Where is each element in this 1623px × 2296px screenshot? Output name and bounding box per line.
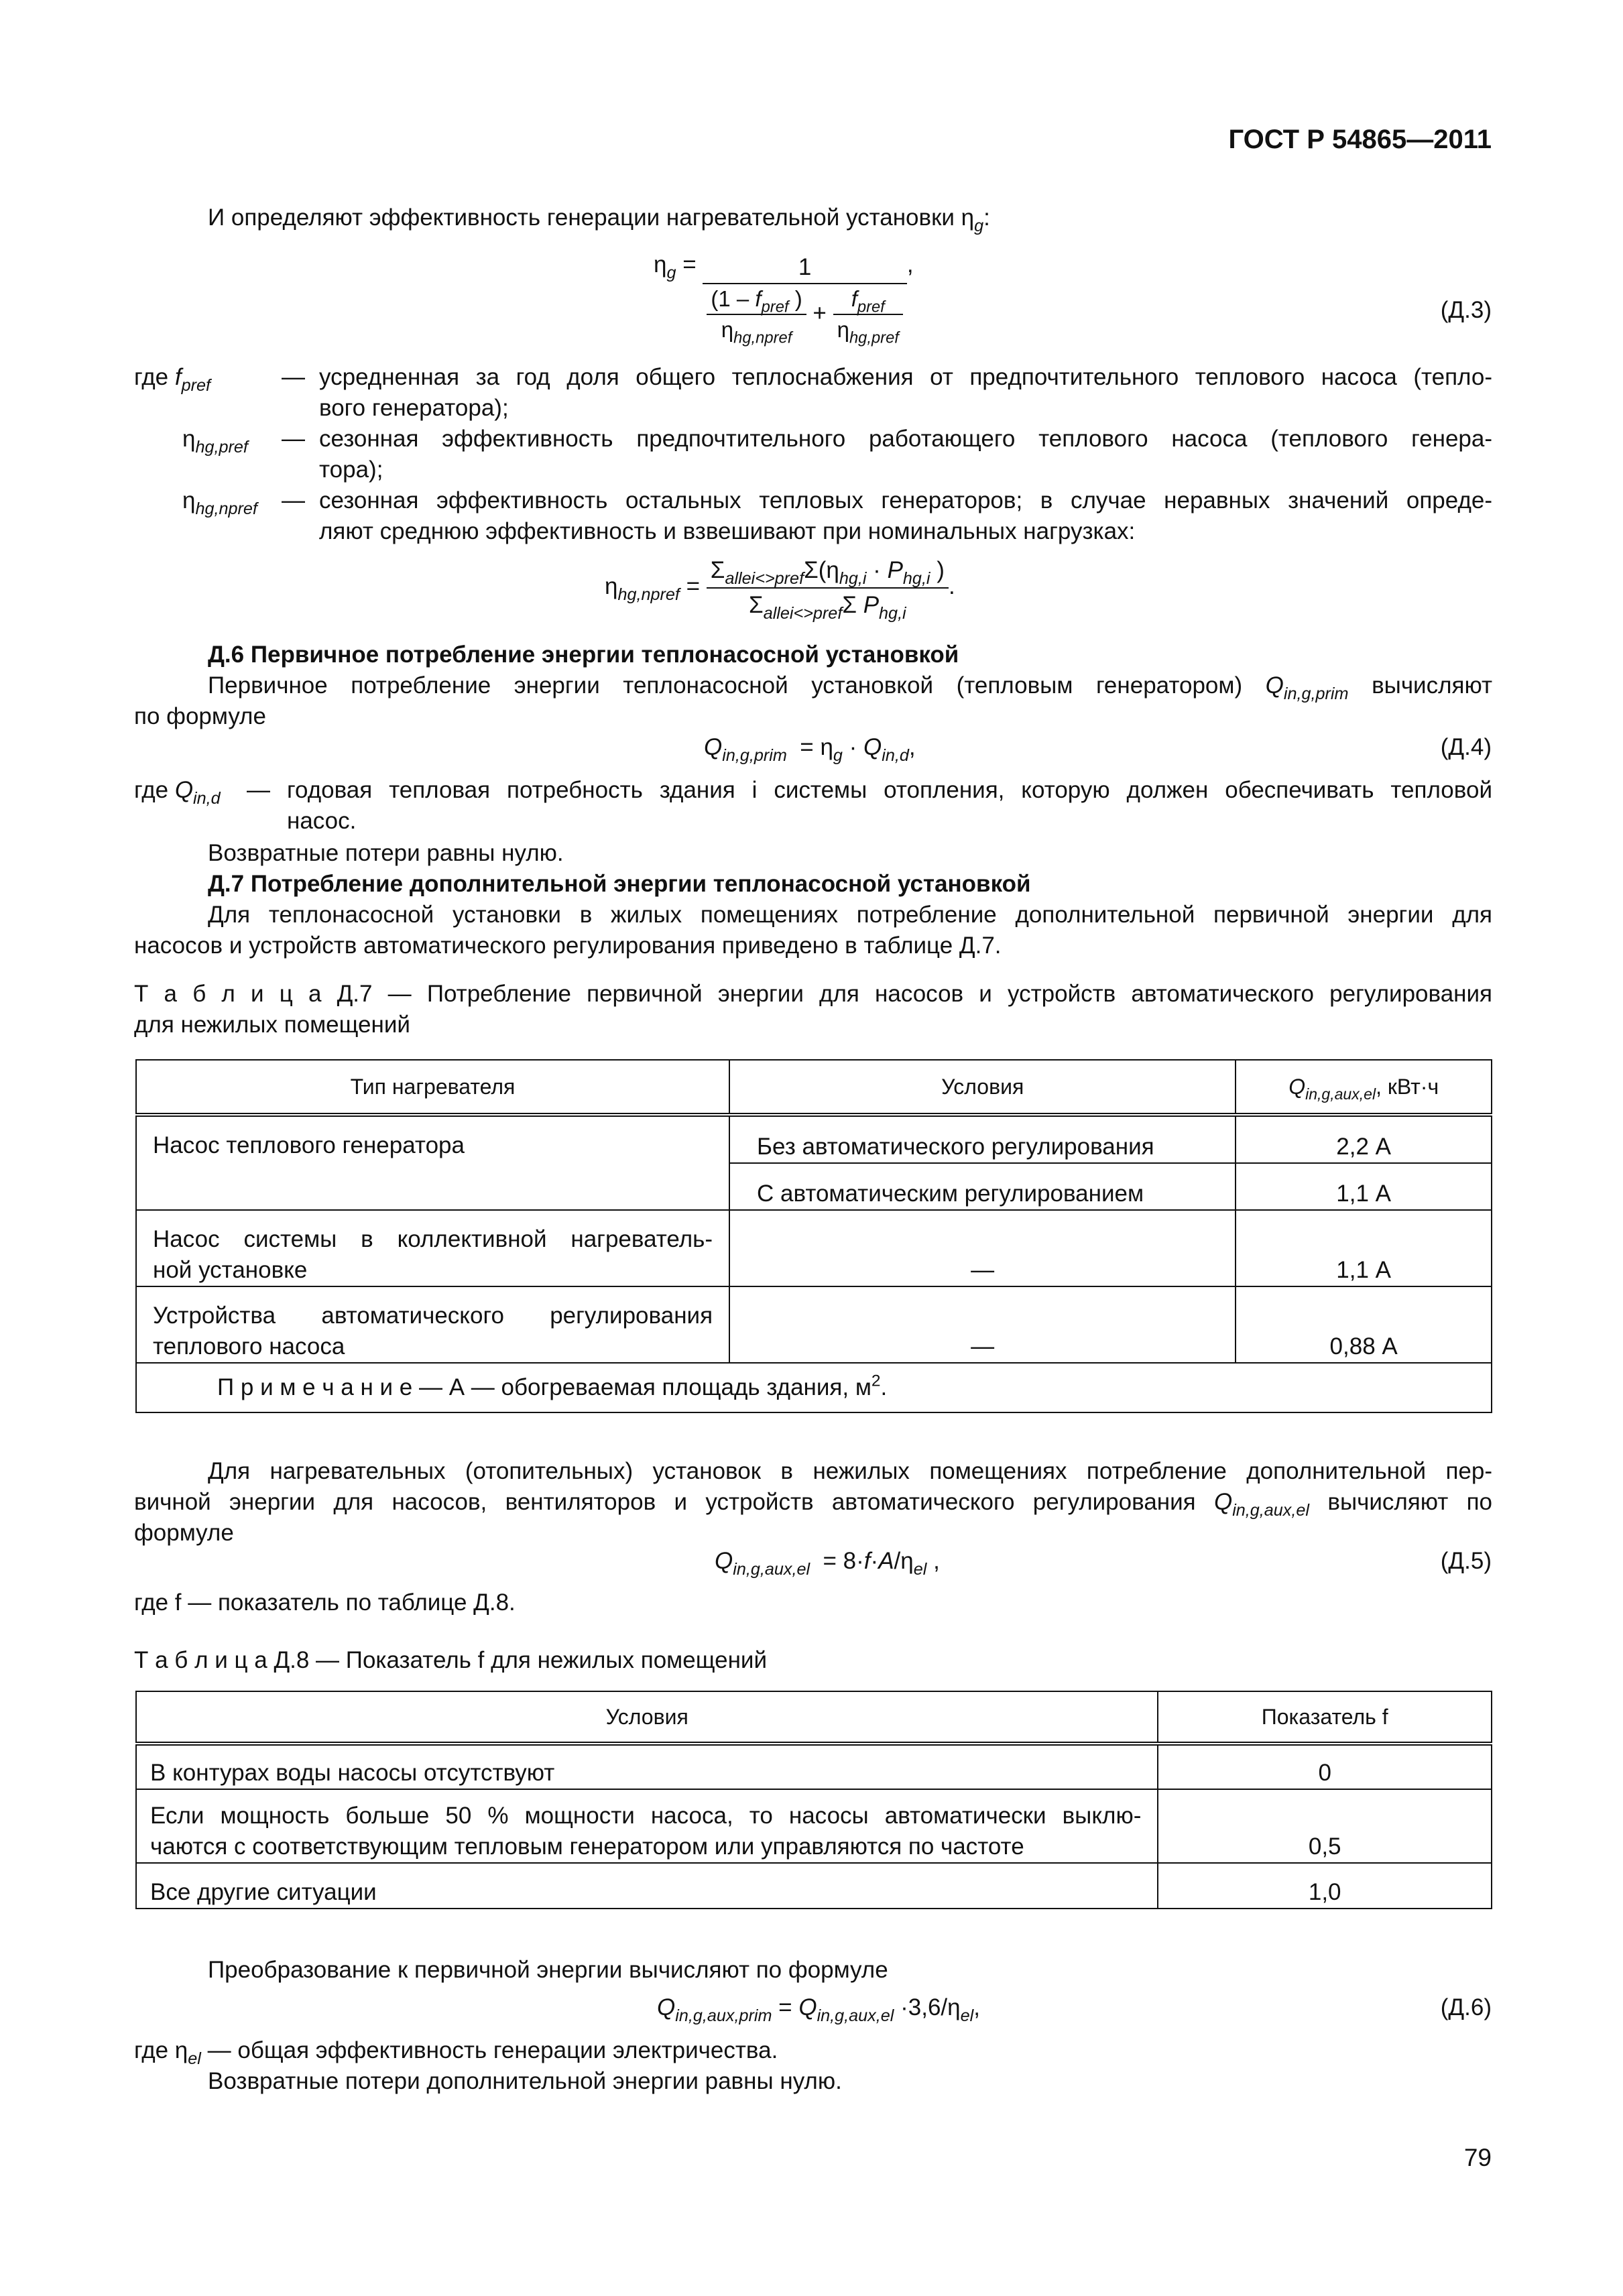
equation-d3: $\eta_g$ = 1 $\frac{(1 - f_{pref} )}{\eta_{hg,npref}}$ + $\frac{f_{pref}}{\eta_{hg,pref}}$ , — [654, 251, 914, 347]
def-dash-1: — — [282, 364, 305, 390]
table-d8-header-conditions: Условия — [136, 1691, 1158, 1744]
table-d7-header-type: Тип нагревателя — [136, 1060, 729, 1115]
heading-d7: Д.7 Потребление дополнительной энергии теплонасосной установкой — [208, 871, 1031, 897]
table-d7-row2-type: Насос системы в коллективной нагреватель- ной установке — [136, 1210, 729, 1286]
table-d7-row1-val-a: 2,2 А — [1236, 1115, 1492, 1163]
heading-d6: Д.6 Первичное потребление энергии теплонасосной установкой — [208, 642, 959, 668]
table-d7-caption: Т а б л и ц а Д.7 — Потребление первичной энергии для насосов и устройств автоматического регулирования для нежилых помещений — [134, 981, 1492, 1038]
table-d7-row2-cond: — — [729, 1210, 1236, 1286]
table-d8-header-indicator: Показатель f — [1158, 1691, 1492, 1744]
table-d7-row1-val-b: 1,1 А — [1236, 1163, 1492, 1210]
d7-paragraph: Для теплонасосной установки в жилых помещениях потребление дополнительной первичной энергии для насосов и устройств автоматического регулирования приведено в таблице Д.7. — [134, 902, 1492, 959]
table-d7-header-conditions: Условия — [729, 1060, 1236, 1115]
d6-paragraph-line1: Первичное потребление энергии теплонасосной установкой (тепловым генератором) $Q_{in,g,prim}$ вычисляют — [208, 672, 1492, 703]
equation-d5-number: (Д.5) — [1440, 1548, 1492, 1574]
def-text-1: усредненная за год доля общего теплоснабжения от предпочтительного теплового насоса (тепло- вого генератора); — [319, 364, 1492, 421]
def-dash-2: — — [282, 426, 305, 452]
d6-paragraph-line2: по формуле — [134, 703, 266, 729]
final-where: где $\eta_{el}$ — общая эффективность генерации электричества. — [134, 2037, 778, 2068]
page-number: 79 — [1463, 2144, 1492, 2171]
d6-where-label: где $Q_{in,d}$ — [134, 777, 221, 808]
final-paragraph: Преобразование к первичной энергии вычисляют по формуле — [208, 1957, 888, 1983]
table-d8-caption: Т а б л и ц а Д.8 — Показатель f для нежилых помещений — [134, 1647, 768, 1673]
table-d7-row2-val: 1,1 А — [1236, 1210, 1492, 1286]
table-d8-row3-cond: Все другие ситуации — [136, 1863, 1158, 1909]
def-text-3: сезонная эффективность остальных тепловых генераторов; в случае неравных значений опреде- ляют среднюю эффективность и взвешивают при номинальных нагрузках: — [319, 487, 1492, 544]
table-d7-row1-cond-a: Без автоматического регулирования — [729, 1115, 1236, 1163]
table-d8-row1-val: 0 — [1158, 1744, 1492, 1789]
table-d7-row3-val: 0,88 А — [1236, 1286, 1492, 1363]
d6-where-text: годовая тепловая потребность здания i системы отопления, которую должен обеспечивать тепловой насос. — [287, 777, 1492, 834]
equation-d6: $Q_{in,g,aux,prim} = Q_{in,g,aux,el} \cdot 3,6/\eta_{el}$, — [657, 1994, 980, 2025]
equation-d4-number: (Д.4) — [1440, 734, 1492, 760]
d6-where-dash: — — [247, 777, 270, 803]
equation-d4: $Q_{in,g,prim} = \eta_g \cdot Q_{in,d}$, — [704, 734, 916, 765]
def-symbol-2: $\eta_{hg,pref}$ — [182, 426, 248, 457]
equation-d3-number: (Д.3) — [1440, 297, 1492, 323]
table-d7-row1-type: Насос теплового генератора — [136, 1115, 729, 1210]
final-losses: Возвратные потери дополнительной энергии равны нулю. — [208, 2068, 842, 2094]
table-d8 — [135, 1691, 1492, 1909]
table-d7 — [135, 1059, 1492, 1413]
table-d7-row1-cond-b: С автоматическим регулированием — [729, 1163, 1236, 1210]
nonres-paragraph: Для нагревательных (отопительных) установок в нежилых помещениях потребление дополнительной пер- вичной энергии для насосов, вентиляторов и устройств автоматического регулирования $Q_{in,g,aux,el}$ вычисляют по формуле — [134, 1458, 1492, 1546]
table-d7-note: П р и м е ч а н и е — А — обогреваемая площадь здания, $м^2$. — [136, 1363, 1492, 1412]
table-d8-row2-cond: Если мощность больше 50 % мощности насоса, то насосы автоматически выклю- чаются с соответствующим тепловым генератором или управляются по частоте — [136, 1789, 1158, 1863]
nonres-where: где f — показатель по таблице Д.8. — [134, 1589, 516, 1616]
intro-paragraph: И определяют эффективность генерации нагревательной установки $\eta_g$: — [208, 204, 990, 235]
d6-losses: Возвратные потери равны нулю. — [208, 840, 564, 866]
table-d8-row3-val: 1,0 — [1158, 1863, 1492, 1909]
table-d8-row1-cond: В контурах воды насосы отсутствуют — [136, 1744, 1158, 1789]
table-d7-header-value: $Q_{in,g,aux,el}$, кВт·ч — [1236, 1060, 1492, 1115]
table-d7-row3-type: Устройства автоматического регулирования теплового насоса — [136, 1286, 729, 1363]
table-d7-row3-cond: — — [729, 1286, 1236, 1363]
equation-d5: $Q_{in,g,aux,el} = 8\cdot f\cdot A/\eta_{el}$ , — [715, 1548, 940, 1579]
doc-id-header: ГОСТ Р 54865—2011 — [1228, 125, 1492, 154]
table-d8-row2-val: 0,5 — [1158, 1789, 1492, 1863]
equation-hg-npref: $\eta_{hg,npref}$ = $\frac{\Sigma_{allei<>pref}\Sigma(\eta_{hg,i} \cdot P_{hg,i} )}{\Sigma_{allei<>pref}\Sigma P_{hg,i}}$ . — [605, 555, 955, 621]
equation-d6-number: (Д.6) — [1440, 1994, 1492, 2020]
def-symbol-3: $\eta_{hg,npref}$ — [182, 487, 257, 518]
def-where-label: где $f_{pref}$ — [134, 364, 211, 395]
def-text-2: сезонная эффективность предпочтительного работающего теплового насоса (теплового генера- тора); — [319, 426, 1492, 483]
def-dash-3: — — [282, 487, 305, 513]
